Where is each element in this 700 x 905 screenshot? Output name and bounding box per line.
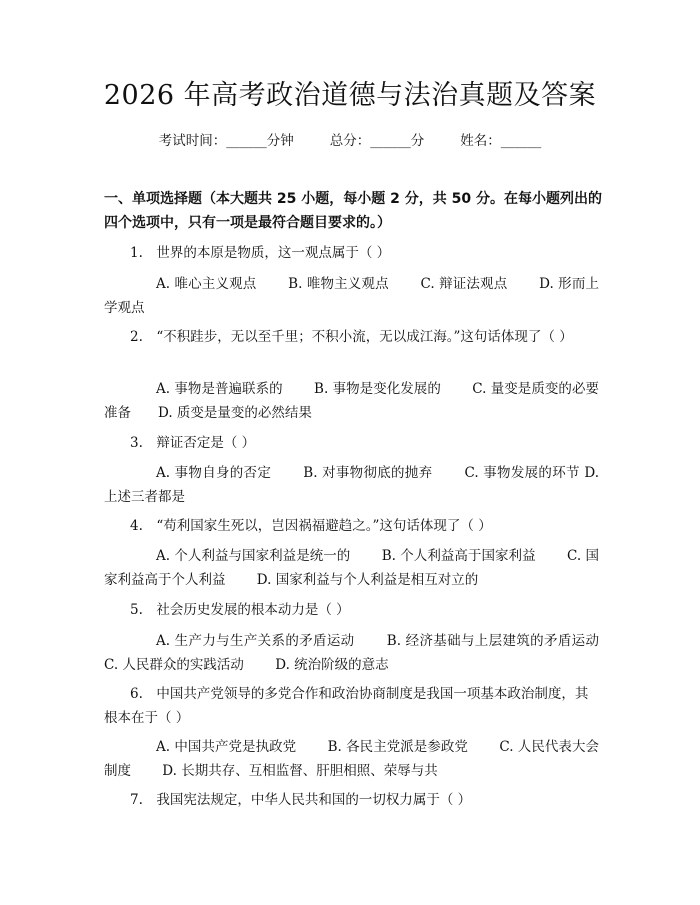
question-5 bbox=[104, 598, 599, 622]
question-1-options: A. 唯心主义观点 B. 唯物主义观点 C. 辩证法观点 D. 形而上学观点 bbox=[104, 276, 599, 316]
question-6 bbox=[104, 682, 599, 730]
question-2 bbox=[104, 325, 599, 349]
question-4 bbox=[104, 514, 599, 538]
question-3 bbox=[104, 431, 599, 455]
question-stem: 3. 辩证否定是（ ） bbox=[130, 435, 256, 451]
exam-time: 考试时间：______分钟 bbox=[158, 133, 294, 149]
question-stem: 4. “苟利国家生死以，岂因祸福避趋之。”这句话体现了（ ） bbox=[130, 518, 492, 534]
question-6-options: A. 中国共产党是执政党 B. 各民主党派是参政党 C. 人民代表大会制度 D. 长期共存、互相监督、肝胆相照、荣辱与共 bbox=[104, 739, 599, 779]
student-name: 姓名：______ bbox=[460, 133, 542, 149]
question-stem: 7. 我国宪法规定，中华人民共和国的一切权力属于（ ） bbox=[130, 792, 472, 808]
question-5-options: A. 生产力与生产关系的矛盾运动 B. 经济基础与上层建筑的矛盾运动 C. 人民群众的实践活动 D. 统治阶级的意志 bbox=[104, 633, 626, 673]
question-1 bbox=[104, 241, 599, 265]
section-heading: 一、单项选择题（本大题共 25 小题，每小题 2 分，共 50 分。在每小题列出的四个选项中，只有一项是最符合题目要求的。） bbox=[104, 191, 602, 231]
question-stem: 6. 中国共产党领导的多党合作和政治协商制度是我国一项基本政治制度，其根本在于（ ） bbox=[104, 686, 589, 726]
question-stem: 1. 世界的本原是物质，这一观点属于（ ） bbox=[130, 245, 391, 261]
question-7 bbox=[104, 788, 599, 812]
question-4-options: A. 个人利益与国家利益是统一的 B. 个人利益高于国家利益 C. 国家利益高于个人利益 D. 国家利益与个人利益是相互对立的 bbox=[104, 548, 599, 588]
question-2-options: A. 事物是普遍联系的 B. 事物是变化发展的 C. 量变是质变的必要准备 D. 质变是量变的必然结果 bbox=[104, 381, 599, 421]
total-score: 总分：______分 bbox=[329, 133, 425, 149]
page-title: 2026 年高考政治道德与法治真题及答案 bbox=[103, 80, 597, 111]
question-3-options: A. 事物自身的否定 B. 对事物彻底的抛弃 C. 事物发展的环节 D. 上述三者都是 bbox=[104, 465, 604, 505]
question-stem: 2. “不积跬步，无以至千里；不积小流，无以成江海。”这句话体现了（ ） bbox=[130, 329, 573, 345]
exam-meta bbox=[0, 131, 700, 151]
question-stem: 5. 社会历史发展的根本动力是（ ） bbox=[130, 602, 350, 618]
